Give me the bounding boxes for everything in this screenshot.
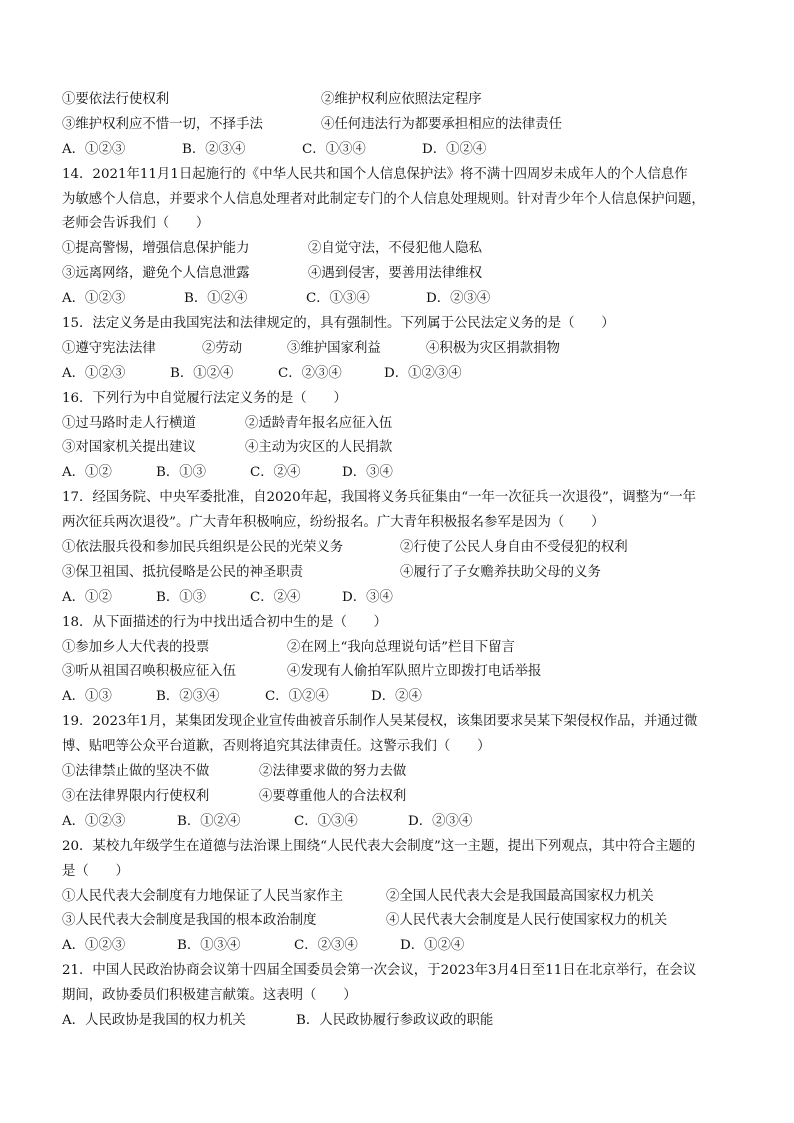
question-stem: 老师会告诉我们（ ）	[62, 216, 210, 232]
statement: ①提高警惕，增强信息保护能力	[62, 241, 250, 257]
choice-b[interactable]: B．①②④	[184, 291, 248, 307]
statement: ④人民代表大会制度是人民行使国家权力的机关	[386, 913, 668, 929]
answer-choices	[62, 810, 742, 835]
choice-a[interactable]: A．①②③	[62, 813, 126, 829]
answer-choices	[62, 461, 742, 486]
question-stem: 18．从下面描述的行为中找出适合初中生的是（ ）	[62, 614, 388, 630]
answer-choices	[62, 1009, 742, 1034]
question-16	[62, 387, 742, 487]
question-21	[62, 959, 742, 1034]
statement: ①要依法行使权利	[62, 92, 170, 107]
choice-c[interactable]: C．①③④	[302, 141, 366, 157]
choice-a[interactable]: A．①③	[62, 689, 112, 705]
statement: ②自觉守法，不侵犯他人隐私	[308, 241, 483, 257]
question-17	[62, 486, 742, 610]
choice-b[interactable]: B．①③	[156, 465, 207, 481]
choice-a[interactable]: A．①②③	[62, 938, 126, 954]
statement: ②行使了公民人身自由不受侵犯的权利	[400, 540, 628, 556]
answer-choices	[62, 138, 742, 163]
choice-b[interactable]: B．①②④	[177, 813, 241, 829]
statement: ②法律要求做的努力去做	[259, 764, 407, 780]
choice-d[interactable]: D．②③④	[426, 291, 491, 307]
question-20	[62, 835, 742, 959]
question-stem: 21．中国人民政治协商会议第十四届全国委员会第一次会议，于2023年3月4日至11日在北京举行，在会议	[62, 963, 697, 979]
statement-row	[62, 785, 742, 810]
question-stem: 是（ ）	[62, 863, 129, 879]
choice-d[interactable]: D．①②③④	[384, 365, 462, 381]
choice-b[interactable]: B．人民政协履行参政议政的职能	[296, 1012, 494, 1028]
choice-b[interactable]: B．①②④	[170, 365, 234, 381]
choice-b[interactable]: B．②③④	[182, 141, 246, 157]
choice-b[interactable]: B．①③	[156, 589, 207, 605]
statement: ①遵守宪法法律	[62, 340, 156, 356]
statement: ②维护权利应依照法定程序	[321, 92, 482, 107]
statement: ③远离网络，避免个人信息泄露	[62, 266, 250, 282]
statement-row	[62, 88, 742, 113]
choice-c[interactable]: C．②④	[250, 589, 301, 605]
answer-choices	[62, 685, 742, 710]
question-stem: 19．2023年1月，某集团发现企业宣传曲被音乐制作人吴某侵权，该集团要求吴某下架侵权作品，并通过微	[62, 714, 698, 730]
statement: ④要尊重他人的合法权利	[259, 788, 407, 804]
choice-b[interactable]: B．①③④	[177, 938, 241, 954]
statement-row	[62, 436, 742, 461]
statement: ①人民代表大会制度有力地保证了人民当家作主	[62, 888, 344, 904]
answer-choices	[62, 586, 742, 611]
question-stem: 14．2021年11月1日起施行的《中华人民共和国个人信息保护法》将不满十四周岁未成年人的个人信息作	[62, 166, 688, 182]
choice-c[interactable]: C．②③④	[278, 365, 342, 381]
question-stem: 16．下列行为中自觉履行法定义务的是（ ）	[62, 390, 347, 406]
question-13	[62, 88, 742, 163]
question-stem: 博、贴吧等公众平台道歉，否则将追究其法律责任。这警示我们（ ）	[62, 739, 491, 755]
statement: ④积极为灾区捐款捐物	[426, 340, 560, 356]
question-19	[62, 710, 742, 834]
question-stem: 20．某校九年级学生在道德与法治课上围绕“人民代表大会制度”这一主题，提出下列观点，其中符合主题的	[62, 838, 696, 854]
answer-choices	[62, 362, 742, 387]
question-stem: 期间，政协委员们积极建言献策。这表明（ ）	[62, 988, 357, 1004]
answer-choices	[62, 287, 742, 312]
choice-d[interactable]: D．③④	[342, 465, 393, 481]
question-stem: 15．法定义务是由我国宪法和法律规定的，具有强制性。下列属于公民法定义务的是（ ）	[62, 316, 615, 332]
statement-row	[62, 561, 742, 586]
choice-a[interactable]: A．①②	[62, 465, 112, 481]
statement: ③在法律界限内行使权利	[62, 788, 210, 804]
question-18	[62, 611, 742, 711]
choice-b[interactable]: B．②③④	[156, 689, 220, 705]
statement: ③维护国家利益	[287, 340, 381, 356]
statement-row	[62, 909, 742, 934]
statement: ①过马路时走人行横道	[62, 415, 196, 431]
statement: ③听从祖国召唤积极应征入伍	[62, 664, 237, 680]
question-stem: 两次征兵两次退役”。广大青年积极响应，纷纷报名。广大青年积极报名参军是因为（ ）	[62, 515, 605, 531]
choice-c[interactable]: C．①②④	[265, 689, 329, 705]
choice-d[interactable]: D．③④	[342, 589, 393, 605]
question-stem: 17．经国务院、中央军委批准，自2020年起，我国将义务兵征集由“一年一次征兵一次退役”，调整为“一年	[62, 490, 697, 506]
choice-a[interactable]: A．①②	[62, 589, 112, 605]
statement-row	[62, 536, 742, 561]
statement-row	[62, 660, 742, 685]
statement-row	[62, 636, 742, 661]
answer-choices	[62, 934, 742, 959]
choice-d[interactable]: D．②④	[371, 689, 422, 705]
choice-c[interactable]: C．①③④	[306, 291, 370, 307]
statement-row	[62, 760, 742, 785]
exam-page	[62, 88, 742, 1034]
statement-row	[62, 337, 742, 362]
statement: ④主动为灾区的人民捐款	[245, 440, 393, 456]
statement-row	[62, 262, 742, 287]
statement: ③对国家机关提出建议	[62, 440, 196, 456]
statement: ③人民代表大会制度是我国的根本政治制度	[62, 913, 317, 929]
statement: ④发现有人偷拍军队照片立即拨打电话举报	[287, 664, 542, 680]
question-15	[62, 312, 742, 387]
choice-d[interactable]: D．①②④	[422, 141, 487, 157]
question-14	[62, 163, 742, 312]
choice-a[interactable]: A．①②③	[62, 291, 126, 307]
choice-c[interactable]: C．②④	[250, 465, 301, 481]
choice-c[interactable]: C．②③④	[294, 938, 358, 954]
statement: ④任何违法行为都要承担相应的法律责任	[321, 116, 563, 132]
statement: ②劳动	[202, 340, 243, 356]
statement: ②在网上“我向总理说句话”栏目下留言	[287, 639, 515, 655]
statement: ②全国人民代表大会是我国最高国家权力机关	[386, 888, 654, 904]
statement: ①参加乡人大代表的投票	[62, 639, 210, 655]
choice-d[interactable]: D．②③④	[408, 813, 473, 829]
choice-c[interactable]: C．①③④	[294, 813, 358, 829]
statement: ③维护权利应不惜一切，不择手法	[62, 116, 263, 132]
statement-row	[62, 113, 742, 138]
statement: ④遇到侵害，要善用法律维权	[308, 266, 483, 282]
statement: ③保卫祖国、抵抗侵略是公民的神圣职责	[62, 564, 304, 580]
statement: ②适龄青年报名应征入伍	[245, 415, 393, 431]
choice-a[interactable]: A．①②③	[62, 141, 126, 157]
question-stem: 为敏感个人信息，并要求个人信息处理者对此制定专门的个人信息处理规则。针对青少年个人信息保护问题，	[62, 191, 705, 207]
choice-a[interactable]: A．①②③	[62, 365, 126, 381]
choice-d[interactable]: D．①②④	[400, 938, 465, 954]
statement-row	[62, 885, 742, 910]
statement: ④履行了子女赡养扶助父母的义务	[400, 564, 601, 580]
choice-a[interactable]: A．人民政协是我国的权力机关	[62, 1012, 246, 1028]
statement-row	[62, 237, 742, 262]
statement: ①依法服兵役和参加民兵组织是公民的光荣义务	[62, 540, 344, 556]
statement-row	[62, 412, 742, 437]
statement: ①法律禁止做的坚决不做	[62, 764, 210, 780]
